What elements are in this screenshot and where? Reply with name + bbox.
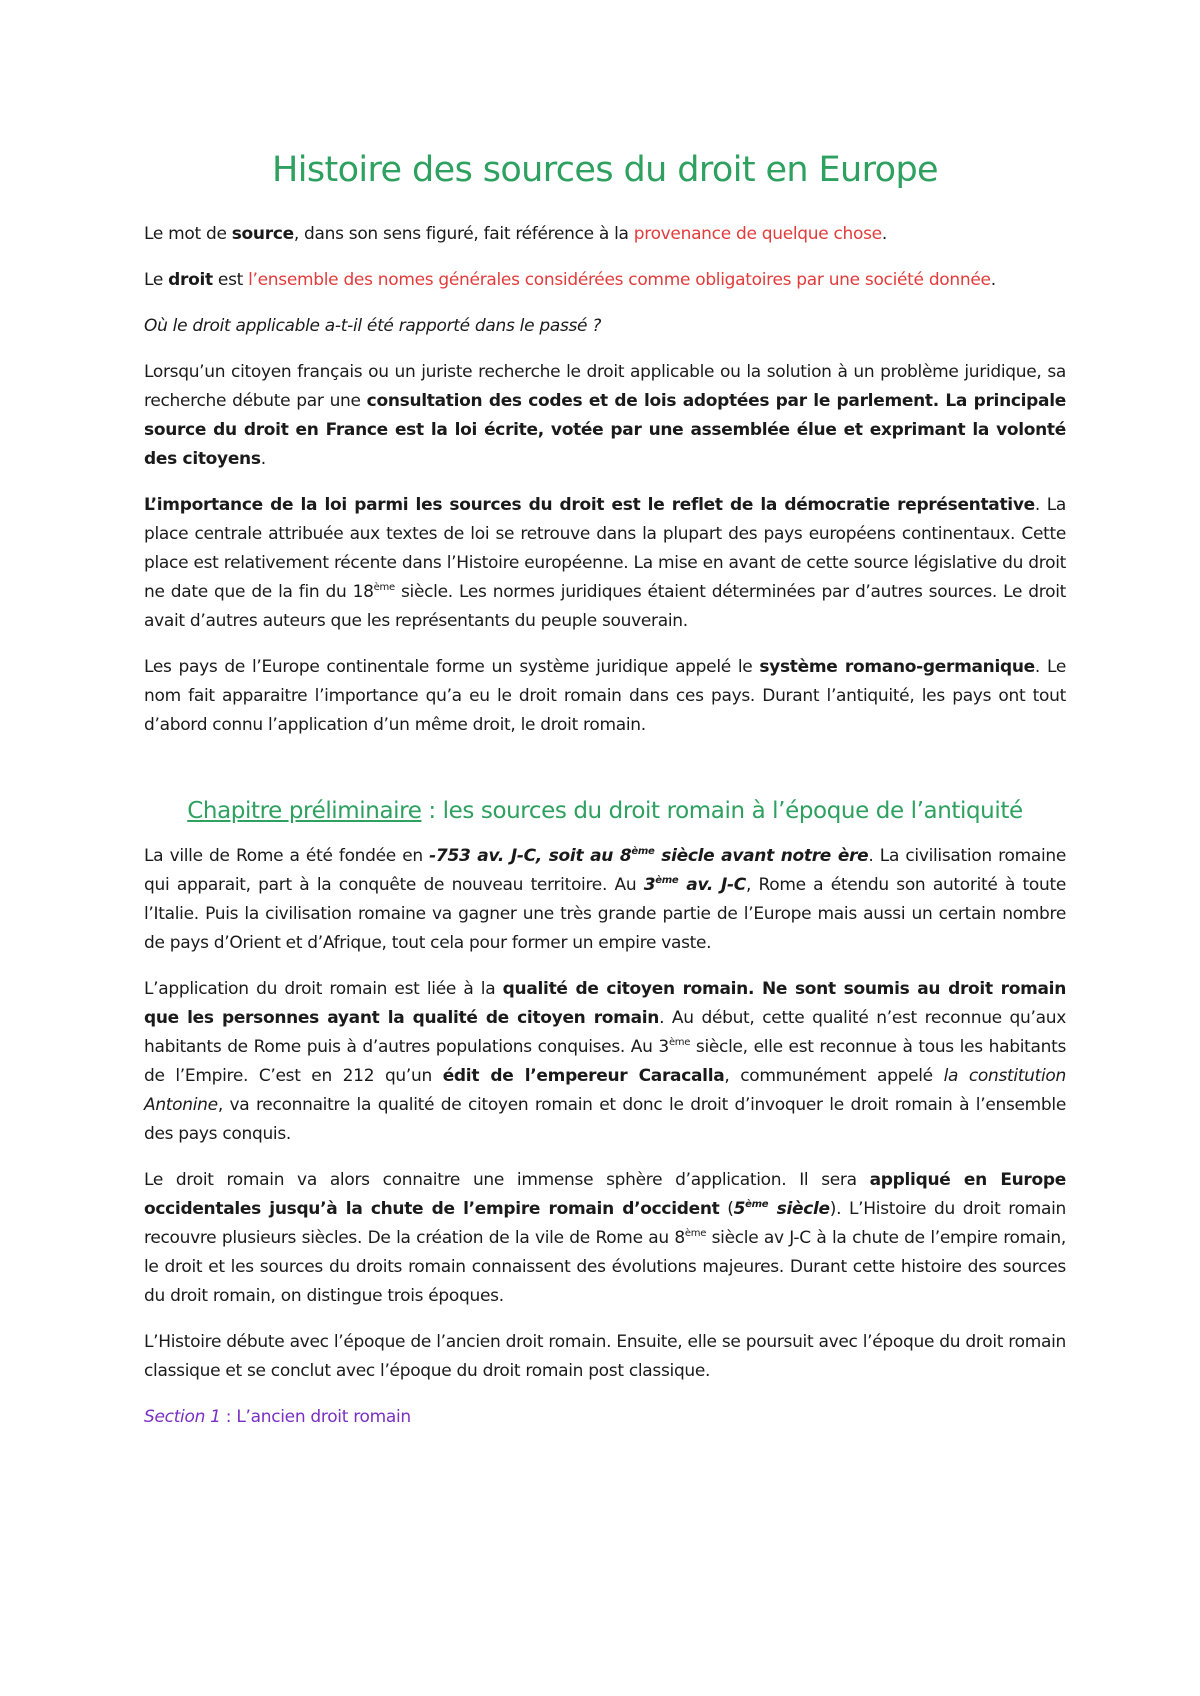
bold-text: système romano-germanique	[759, 657, 1035, 677]
red-highlight: provenance de quelque chose	[633, 224, 882, 244]
section-title: : L’ancien droit romain	[220, 1407, 411, 1427]
bold-italic-text: 5	[733, 1199, 746, 1219]
bold-text: édit de l’empereur Caracalla	[442, 1066, 725, 1086]
text: . La civilisation romaine qui apparait, part à la conquête de nouveau territoire. Au	[144, 846, 1067, 895]
text: . La place centrale attribuée aux textes de loi se retrouve dans la plupart des pays européens continentaux. Cette place est relativement récente dans l’Histoire européenne. La mise en avant de cette source législative du droit ne date que de la fin du 18	[144, 495, 1067, 602]
superscript: ème	[668, 1037, 691, 1048]
section-label: Section 1	[144, 1407, 221, 1427]
italic-question: Où le droit applicable a-t-il été rapporté dans le passé ?	[144, 316, 602, 336]
text: .	[881, 224, 887, 244]
text: Lorsqu’un citoyen français ou un juriste recherche le droit applicable ou la solution à un problème juridique, sa recherche débute par une	[144, 362, 1066, 411]
text: , communément appelé	[724, 1066, 944, 1086]
text: Le droit romain va alors connaitre une immense sphère d’application. Il sera	[144, 1170, 870, 1190]
chapter-heading	[144, 798, 1066, 824]
bold-term-source: source	[231, 224, 294, 244]
document-title: Histoire des sources du droit en Europe	[272, 150, 938, 190]
bold-italic-text: -753 av. J-C, soit au 8	[429, 846, 632, 866]
bold-text: appliqué en Europe occidentales jusqu’à la chute de l’empire romain d’occident	[144, 1170, 1066, 1219]
text: siècle. Les normes juridiques étaient déterminées par d’autres sources. Le droit avait d’autres auteurs que les représentants du peuple souverain.	[144, 582, 1066, 631]
text: siècle av J-C à la chute de l’empire romain, le droit et les sources du droits romain connaissent des évolutions majeures. Durant cette histoire des sources du droit romain, on distingue trois époques.	[144, 1228, 1066, 1306]
text: siècle, elle est reconnue à tous les habitants de l’Empire. C’est en 212 qu’un	[144, 1037, 1066, 1086]
red-highlight: l’ensemble des nomes générales considérées comme obligatoires par une société donnée	[248, 270, 991, 290]
bold-text: qualité de citoyen romain. Ne sont soumis au droit romain que les personnes ayant la qualité de citoyen romain	[144, 979, 1066, 1028]
paragraph-application-droit-romain	[144, 975, 1066, 1149]
section-heading	[144, 1403, 1066, 1432]
text: La ville de Rome a été fondée en	[144, 846, 430, 866]
paragraph-europe-continentale	[144, 653, 1066, 740]
paragraph-importance-loi	[144, 491, 1066, 636]
paragraph-droit-definition	[144, 266, 1066, 295]
bold-italic-text: siècle avant notre ère	[654, 846, 869, 866]
italic-text: la constitution Antonine	[144, 1066, 1067, 1115]
bold-text: consultation des codes et de lois adoptées par le parlement. La principale source du droit en France est la loi écrite, votée par une assemblée élue et exprimant la volonté des citoyens	[144, 391, 1066, 469]
text: , Rome a étendu son autorité à toute l’Italie. Puis la civilisation romaine va gagner une très grande partie de l’Europe mais aussi un certain nombre de pays d’Orient et d’Afrique, tout cela pour former un empire vaste.	[144, 875, 1066, 953]
text: est	[212, 270, 249, 290]
superscript: ème	[373, 582, 395, 593]
chapter-label: Chapitre préliminaire	[187, 798, 422, 824]
text: . Le nom fait apparaitre l’importance qu’a eu le droit romain dans ces pays. Durant l’antiquité, les pays ont tout d’abord connu l’application d’un même droit, le droit romain.	[144, 657, 1066, 735]
paragraph-fondation-rome	[144, 842, 1066, 958]
text: . Au début, cette qualité n’est reconnue qu’aux habitants de Rome puis à d’autres populations conquises. Au 3	[144, 1008, 1066, 1057]
paragraph-citoyen-francais	[144, 358, 1066, 474]
paragraph-trois-epoques: L’Histoire débute avec l’époque de l’ancien droit romain. Ensuite, elle se poursuit avec l’époque du droit romain classique et se conclut avec l’époque du droit romain post classique.	[144, 1332, 1066, 1381]
text: ). L’Histoire du droit romain recouvre plusieurs siècles. De la création de la vile de Rome au 8	[144, 1199, 1066, 1248]
paragraph-sphere-application	[144, 1166, 1066, 1311]
superscript: ème	[684, 1228, 707, 1239]
text: , dans son sens figuré, fait référence à la	[293, 224, 634, 244]
bold-italic-text: 3	[643, 875, 656, 895]
superscript: ème	[745, 1199, 769, 1210]
text: Les pays de l’Europe continentale forme un système juridique appelé le	[144, 657, 760, 677]
paragraph-source-definition	[144, 220, 1066, 249]
text: L’application du droit romain est liée à la	[144, 979, 503, 999]
chapter-title: : les sources du droit romain à l’époque de l’antiquité	[421, 798, 1023, 824]
paragraph-question	[144, 312, 1066, 341]
text: .	[260, 449, 266, 469]
text: Le	[144, 270, 169, 290]
bold-term-droit: droit	[168, 270, 213, 290]
bold-italic-text: siècle	[768, 1199, 830, 1219]
text: , va reconnaitre la qualité de citoyen romain et donc le droit d’invoquer le droit romain à l’ensemble des pays conquis.	[144, 1095, 1066, 1144]
superscript: ème	[655, 875, 679, 886]
text: (	[719, 1199, 734, 1219]
bold-text: L’importance de la loi parmi les sources du droit est le reflet de la démocratie représentative	[144, 495, 1035, 515]
bold-italic-text: av. J-C	[678, 875, 746, 895]
superscript: ème	[631, 846, 655, 857]
text: .	[990, 270, 996, 290]
text: Le mot de	[144, 224, 232, 244]
